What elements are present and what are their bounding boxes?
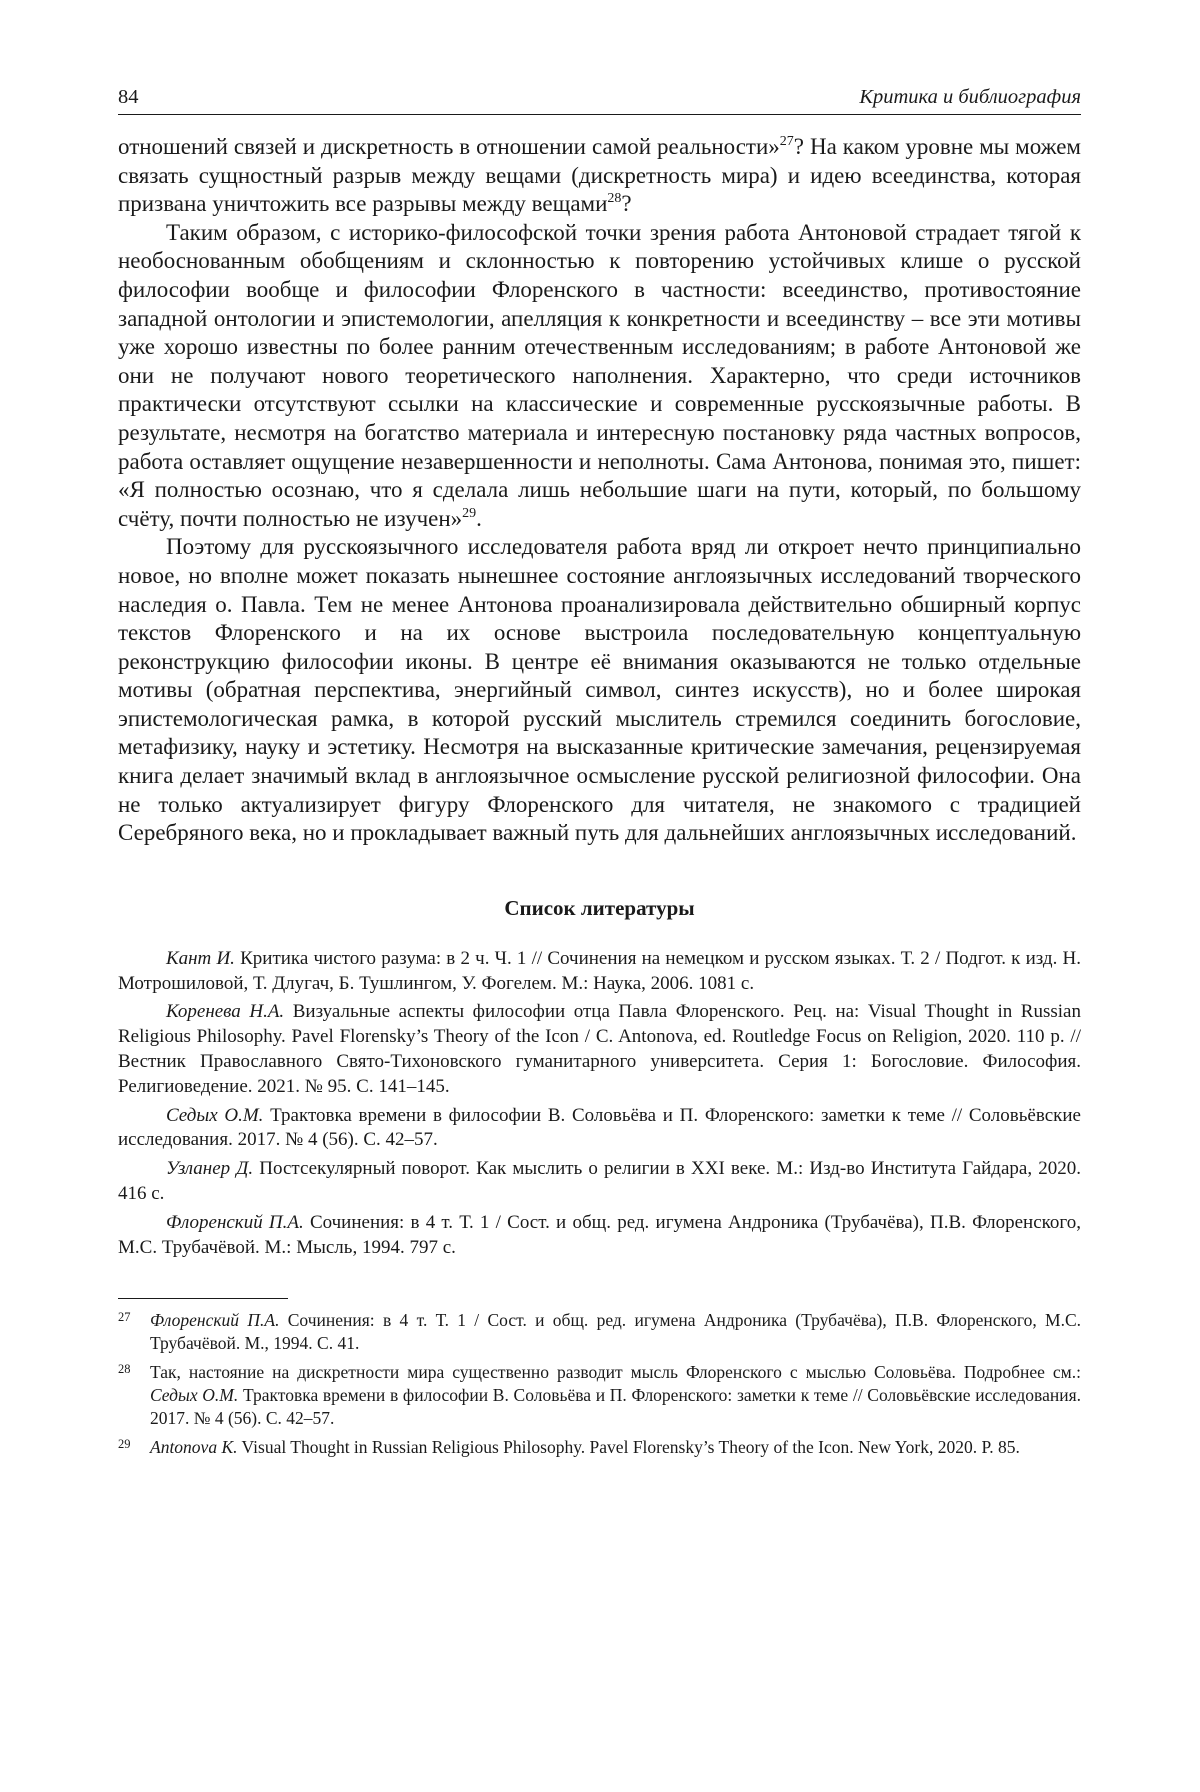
footnote-body: Visual Thought in Russian Religious Philosophy. Pavel Florensky’s Theory of the Icon. New York, 2020. P. 85. — [237, 1437, 1020, 1458]
reference-author: Флоренский П.А. — [166, 1211, 304, 1233]
paragraph-1-text-b: ? На каком уровне мы можем связать сущностный разрыв между вещами (дискретность мира) и идею всеединства, которая призвана уничтожить все разрывы между вещами — [118, 134, 1081, 217]
reference-author: Кант И. — [166, 947, 235, 969]
footnote-number: 28 — [118, 1362, 131, 1377]
page — [118, 86, 1081, 1465]
reference-text: Постсекулярный поворот. Как мыслить о религии в XXI веке. М.: Изд-во Института Гайдара, 2020. 416 с. — [118, 1158, 1081, 1205]
reference-item — [118, 947, 1081, 997]
footnote-ref-29[interactable]: 29 — [462, 505, 477, 521]
footnote-ref-28[interactable]: 28 — [607, 191, 622, 207]
footnote-number: 29 — [118, 1437, 131, 1452]
running-header — [118, 86, 1081, 115]
footnote-text — [150, 1309, 1081, 1355]
reference-text: Трактовка времени в философии В. Соловьёва и П. Флоренского: заметки к теме // Соловьёвские исследования. 2017. № 4 (56). С. 42–57. — [118, 1104, 1081, 1151]
reference-author: Узланер Д. — [166, 1158, 254, 1180]
footnote-divider — [118, 1298, 288, 1299]
footnote-author: Antonova K. — [150, 1437, 238, 1458]
paragraph-1-text-c: ? — [621, 191, 632, 217]
paragraph-1 — [118, 133, 1081, 219]
footnote-author: Седых О.М. — [150, 1385, 239, 1406]
reference-item — [118, 1157, 1081, 1207]
reference-text: Визуальные аспекты философии отца Павла Флоренского. Рец. на: Visual Thought in Russian Religious Philosophy. Pavel Florensky’s Theory of the Icon / C. Antonova, ed. Routledge Focus on Religion, 2020. 110 p. // Вестник Православного Свято-Тихоновского гуманитарного университета. Серия 1: Богословие. Философия. Религиоведение. 2021. № 95. С. 141–145. — [118, 1001, 1081, 1097]
footnote-body: Сочинения: в 4 т. Т. 1 / Сост. и общ. ред. игумена Андроника (Трубачёва), П.В. Флоренского, М.С. Трубачёвой. М., 1994. С. 41. — [150, 1310, 1081, 1354]
reference-author: Седых О.М. — [166, 1104, 264, 1126]
references-title: Список литературы — [504, 895, 695, 920]
footnote-text — [150, 1361, 1081, 1430]
footnote-author: Флоренский П.А. — [150, 1310, 280, 1331]
footnote-28 — [118, 1361, 1081, 1430]
section-title: Критика и библиография — [859, 86, 1081, 108]
reference-item — [118, 1000, 1081, 1099]
footnote-pre: Так, настояние на дискретности мира существенно разводит мысль Флоренского с мыслью Соловьёва. Подробнее см.: — [150, 1362, 1081, 1383]
article-body — [118, 133, 1081, 848]
paragraph-2-end: . — [476, 505, 482, 531]
paragraph-2-text: Таким образом, с историко-философской точки зрения работа Антоновой страдает тягой к необоснованным обобщениям и склонностью к повторению устойчивых клише о русской философии вообще и философии Флоренского в частности: всеединство, противостояние западной онтологии и эпистемологии, апелляция к конкретности и всеединству – все эти мотивы уже хорошо известны по более ранним отечественным исследованиям; в работе Антоновой же они не получают нового теоретического наполнения. Характерно, что среди источников практически отсутствуют ссылки на классические и современные русскоязычные работы. В результате, несмотря на богатство материала и интересную постановку ряда частных вопросов, работа оставляет ощущение незавершенности и неполноты. Сама Антонова, понимая это, пишет: «Я полностью осознаю, что я сделала лишь небольшие шаги на пути, который, по большому счёту, почти полностью не изучен» — [118, 219, 1081, 531]
reference-item — [118, 1104, 1081, 1154]
page-number: 84 — [118, 86, 139, 108]
footnotes — [118, 1309, 1081, 1459]
references-list — [118, 947, 1081, 1261]
footnote-29 — [118, 1436, 1081, 1459]
reference-text: Сочинения: в 4 т. Т. 1 / Сост. и общ. ред. игумена Андроника (Трубачёва), П.В. Флоренского, М.С. Трубачёвой. М.: Мысль, 1994. 797 с. — [118, 1211, 1081, 1258]
footnote-text — [150, 1436, 1081, 1459]
paragraph-2 — [118, 219, 1081, 534]
footnote-27 — [118, 1309, 1081, 1355]
footnote-number: 27 — [118, 1310, 131, 1325]
reference-item — [118, 1211, 1081, 1261]
footnote-ref-27[interactable]: 27 — [779, 134, 794, 149]
reference-author: Коренева Н.А. — [166, 1001, 285, 1023]
footnote-body: Трактовка времени в философии В. Соловьёва и П. Флоренского: заметки к теме // Соловьёвские исследования. 2017. № 4 (56). С. 42–57. — [150, 1385, 1081, 1429]
paragraph-3: Поэтому для русскоязычного исследователя работа вряд ли откроет нечто принципиально новое, но вполне может показать нынешнее состояние англоязычных исследований творческого наследия о. Павла. Тем не менее Антонова проанализировала действительно обширный корпус текстов Флоренского и на их основе выстроила последовательную концептуальную реконструкцию философии иконы. В центре её внимания оказываются не только отдельные мотивы (обратная перспектива, энергийный символ, синтез искусств), но и более широкая эпистемологическая рамка, в которой русский мыслитель стремился соединить богословие, метафизику, науку и эстетику. Несмотря на высказанные критические замечания, рецензируемая книга делает значимый вклад в англоязычное осмысление русской религиозной философии. Она не только актуализирует фигуру Флоренского для читателя, не знакомого с традицией Серебряного века, но и прокладывает важный путь для дальнейших англоязычных исследований. — [118, 534, 1081, 846]
paragraph-1-text: отношений связей и дискретность в отношении самой реальности» — [118, 134, 780, 159]
reference-text: Критика чистого разума: в 2 ч. Ч. 1 // Сочинения на немецком и русском языках. Т. 2 / Подгот. к изд. Н. Мотрошиловой, Т. Длугач, Б. Тушлингом, У. Фогелем. М.: Наука, 2006. 1081 с. — [118, 947, 1081, 994]
